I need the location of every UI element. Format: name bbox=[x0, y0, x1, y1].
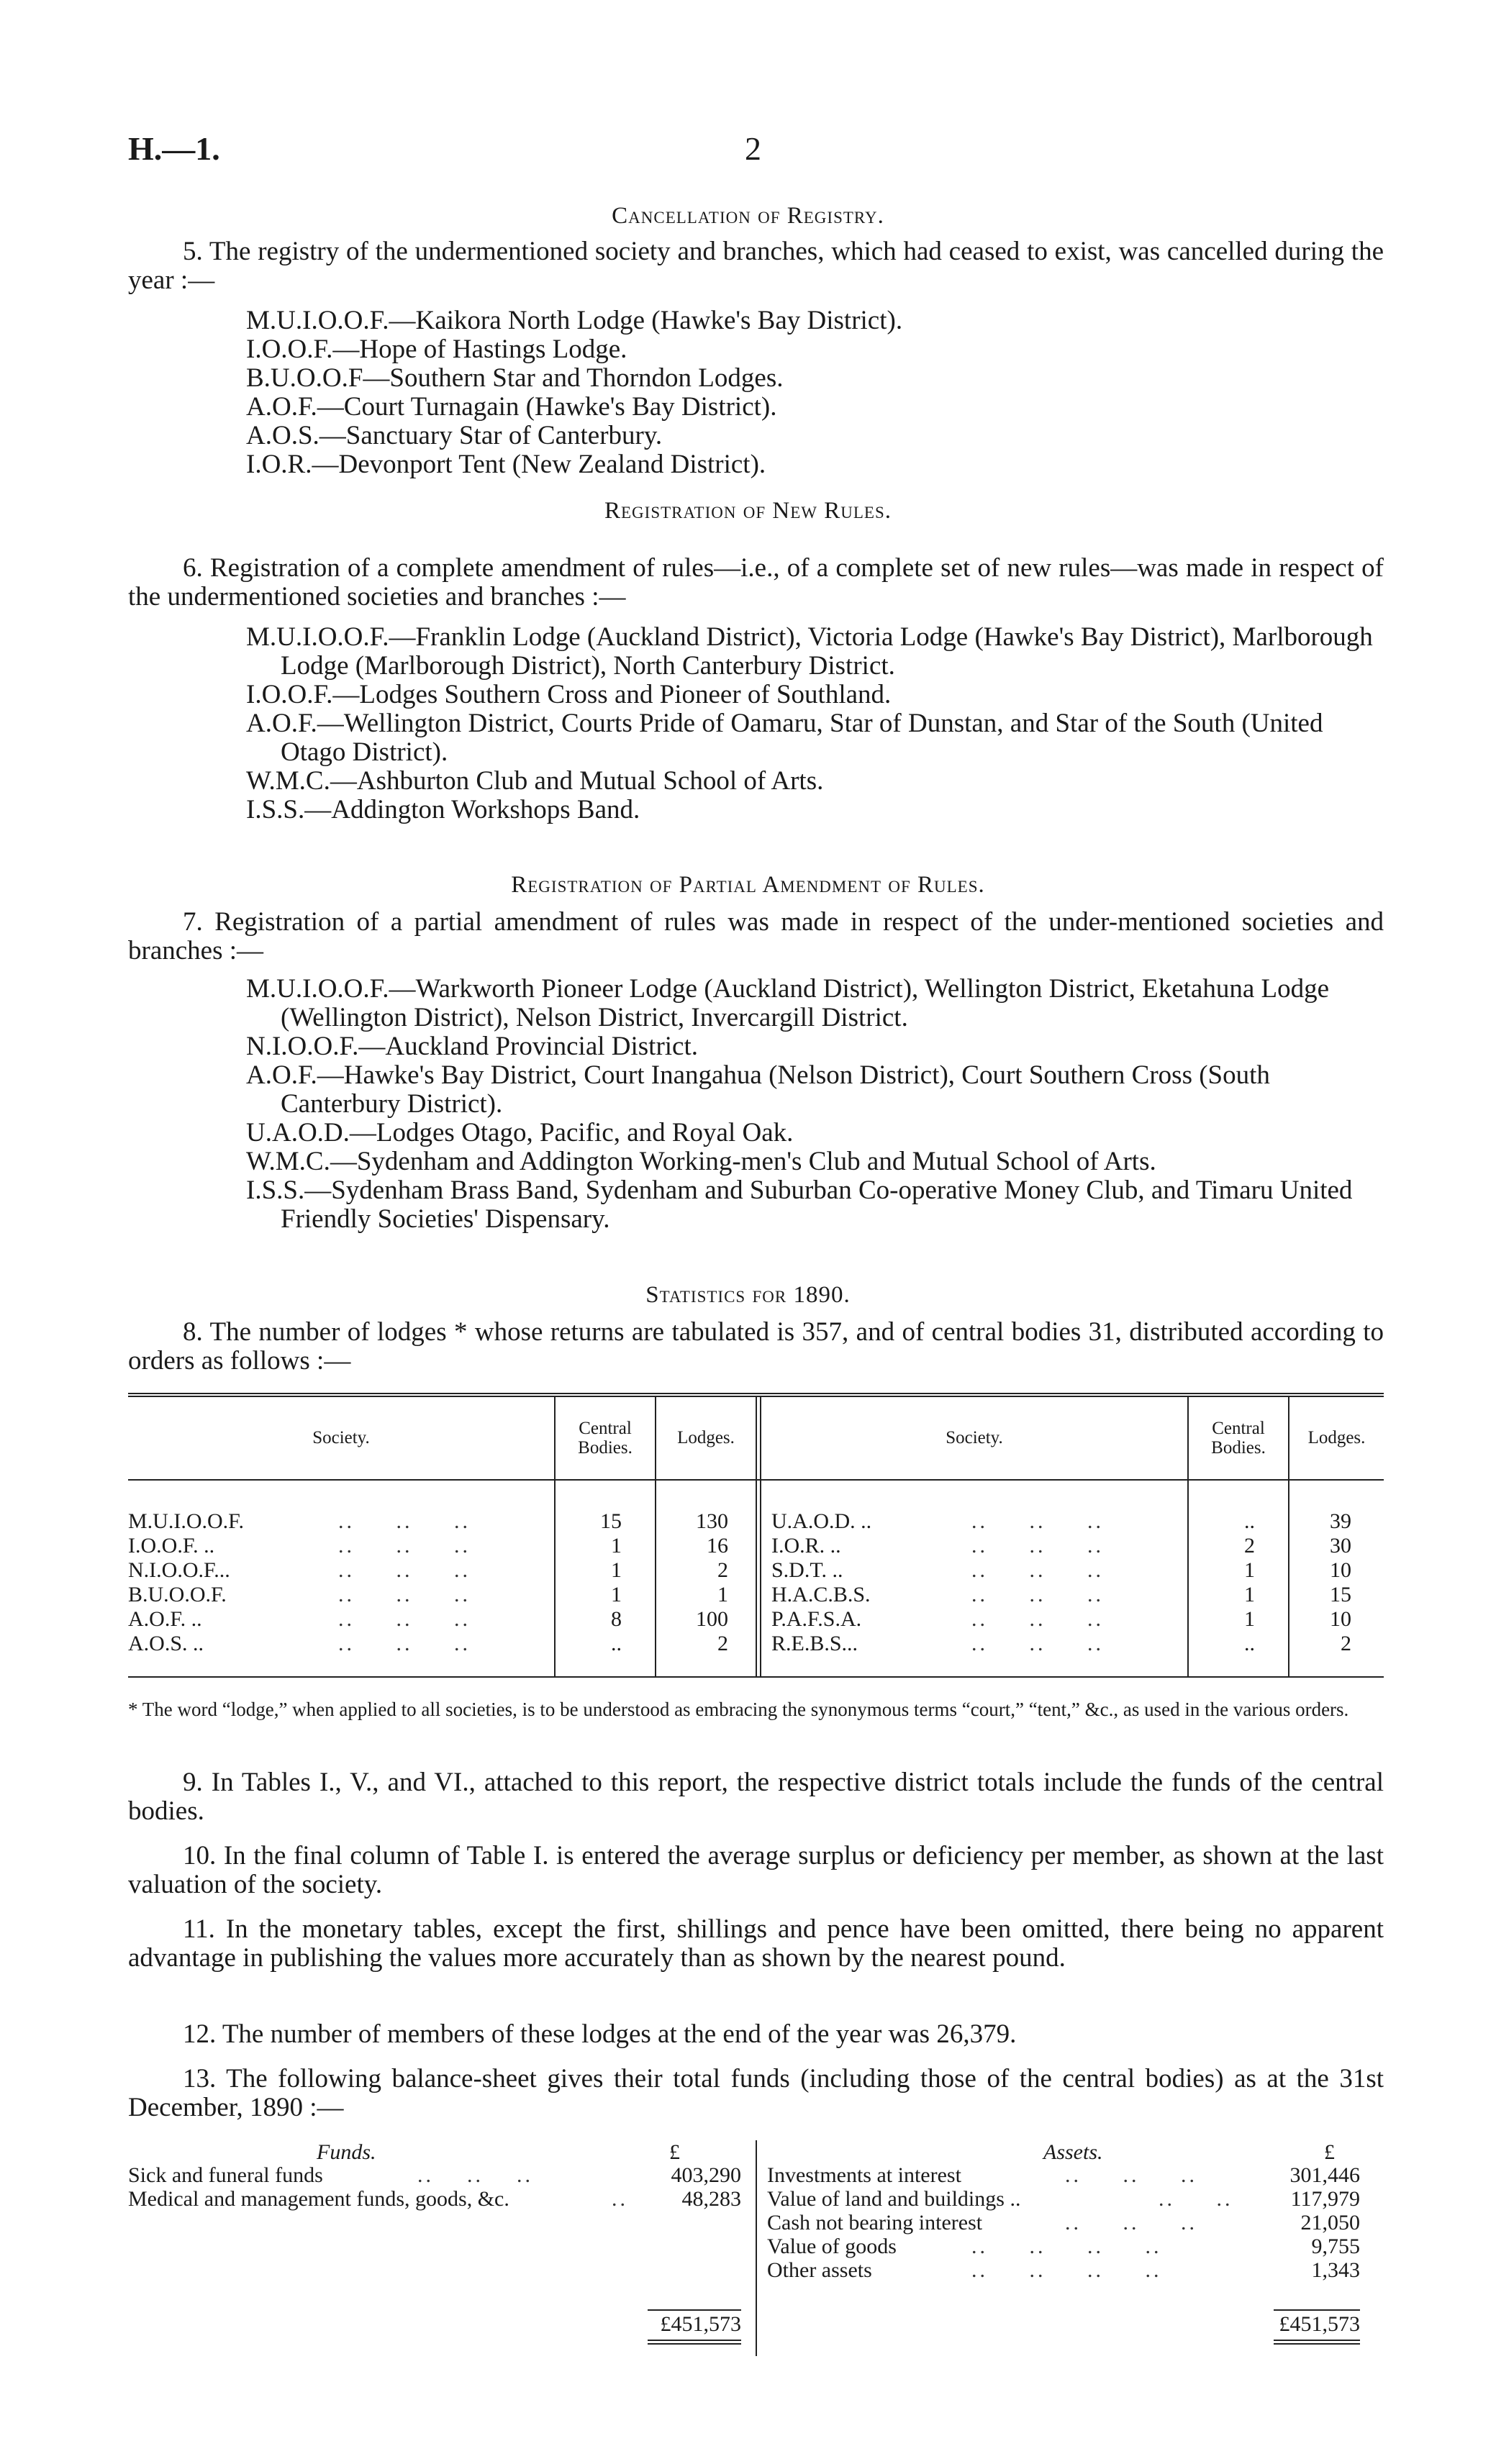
cancellation-heading: Cancellation of Registry. bbox=[612, 203, 884, 229]
list-item: I.S.S.—Addington Workshops Band. bbox=[246, 795, 640, 824]
new-rules-heading: Registration of New Rules. bbox=[604, 498, 892, 524]
paragraph-8: 8. The number of lodges * whose returns are tabulated is 357, and of central bodies 31, distributed according to orders as follows :— bbox=[128, 1317, 1384, 1376]
paragraph-6: 6. Registration of a complete amendment of rules—i.e., of a complete set of new rules—was made in respect of the undermentioned societies and branches :— bbox=[128, 553, 1384, 612]
leader-dots: .. .. .. .. bbox=[971, 2258, 1162, 2282]
paragraph-5: 5. The registry of the undermentioned society and branches, which had ceased to exist, was cancelled during the year :— bbox=[128, 237, 1384, 295]
lodges-value: 16 bbox=[707, 1534, 728, 1558]
partial-rules-list bbox=[128, 975, 1384, 1234]
table-footnote: * The word “lodge,” when applied to all societies, is to be understood as embracing the synonymous terms “court,” “tent,” &c., as used in the various orders. bbox=[128, 1699, 1349, 1720]
list-item: I.O.R.—Devonport Tent (New Zealand District). bbox=[246, 450, 766, 479]
central-bodies-value: 8 bbox=[611, 1607, 622, 1631]
list-item: I.O.O.F.—Lodges Southern Cross and Pioneer of Southland. bbox=[246, 680, 892, 709]
leader-dots: .. .. .. bbox=[417, 2163, 533, 2187]
assets-label: Investments at interest bbox=[767, 2163, 961, 2187]
leader-dots: .. bbox=[612, 2187, 628, 2211]
list-item: N.I.O.O.F.—Auckland Provincial District. bbox=[246, 1032, 699, 1061]
assets-amount: 1,343 bbox=[1311, 2258, 1360, 2282]
lodges-value: 30 bbox=[1330, 1534, 1351, 1558]
central-bodies-value: .. bbox=[1244, 1632, 1255, 1655]
lodges-value: 10 bbox=[1330, 1607, 1351, 1631]
paragraph-13: 13. The following balance-sheet gives their total funds (including those of the central bodies) as at the 31st December, 1890 :— bbox=[128, 2064, 1384, 2122]
society-name: I.O.O.F. .. bbox=[128, 1534, 215, 1558]
leader-dots: .. .. .. bbox=[338, 1632, 471, 1655]
central-bodies-value: 1 bbox=[611, 1534, 622, 1558]
running-head: H.—1. bbox=[128, 130, 220, 167]
leader-dots: .. .. .. bbox=[338, 1509, 471, 1533]
society-name: B.U.O.O.F. bbox=[128, 1583, 227, 1606]
lodges-value: 15 bbox=[1330, 1583, 1351, 1606]
total-double-rule bbox=[1274, 2340, 1360, 2341]
central-bodies-value: 1 bbox=[611, 1558, 622, 1582]
list-item: M.U.I.O.O.F.—Kaikora North Lodge (Hawke's Bay District). bbox=[246, 306, 903, 335]
column-header-lodges: Lodges. bbox=[1307, 1428, 1366, 1447]
central-bodies-value: .. bbox=[1244, 1509, 1255, 1533]
society-name: S.D.T. .. bbox=[771, 1558, 843, 1582]
balance-sheet-divider bbox=[756, 2140, 757, 2356]
list-item: W.M.C.—Sydenham and Addington Working-men's Club and Mutual School of Arts. bbox=[246, 1147, 1156, 1176]
list-item: B.U.O.O.F—Southern Star and Thorndon Lodges. bbox=[246, 363, 784, 393]
leader-dots: .. .. .. bbox=[971, 1607, 1104, 1631]
list-item: A.O.F.—Court Turnagain (Hawke's Bay District). bbox=[246, 392, 777, 422]
total-double-rule bbox=[1274, 2343, 1360, 2345]
assets-amount: 21,050 bbox=[1300, 2211, 1360, 2235]
new-rules-list bbox=[128, 623, 1384, 824]
lodges-value: 2 bbox=[717, 1558, 728, 1582]
lodges-value: 100 bbox=[696, 1607, 728, 1631]
leader-dots: .. .. .. bbox=[971, 1509, 1104, 1533]
column-header-central-bodies: Central Bodies. bbox=[1211, 1419, 1266, 1458]
assets-label: Cash not bearing interest bbox=[767, 2211, 983, 2235]
list-item: A.O.S.—Sanctuary Star of Canterbury. bbox=[246, 421, 663, 450]
central-bodies-value: 2 bbox=[1244, 1534, 1255, 1558]
society-name: M.U.I.O.O.F. bbox=[128, 1509, 244, 1533]
total-rule bbox=[1274, 2309, 1360, 2311]
table-divider bbox=[756, 1396, 757, 1676]
total-double-rule bbox=[648, 2343, 741, 2345]
lodges-value: 10 bbox=[1330, 1558, 1351, 1582]
currency-symbol: £ bbox=[1324, 2140, 1335, 2164]
society-name: P.A.F.S.A. bbox=[771, 1607, 862, 1631]
list-item: I.S.S.—Sydenham Brass Band, Sydenham and Suburban Co-operative Money Club, and Timaru United Friendly Societies' Dispensary. bbox=[246, 1176, 1353, 1234]
society-name: R.E.B.S... bbox=[771, 1632, 858, 1655]
assets-amount: 9,755 bbox=[1311, 2235, 1360, 2258]
column-header-society: Society. bbox=[946, 1428, 1003, 1447]
assets-total: £451,573 bbox=[1279, 2312, 1360, 2336]
leader-dots: .. .. .. bbox=[1065, 2211, 1197, 2235]
lodges-value: 130 bbox=[696, 1509, 728, 1533]
central-bodies-value: .. bbox=[611, 1632, 622, 1655]
leader-dots: .. .. .. bbox=[971, 1558, 1104, 1582]
leader-dots: .. .. bbox=[1159, 2187, 1233, 2211]
paragraph-11: 11. In the monetary tables, except the first, shillings and pence have been omitted, there being no apparent advantage in publishing the values more accurately than as shown by the nearest pound. bbox=[128, 1914, 1384, 1973]
table-rule-bottom bbox=[128, 1676, 1384, 1678]
society-name: H.A.C.B.S. bbox=[771, 1583, 871, 1606]
central-bodies-value: 1 bbox=[1244, 1558, 1255, 1582]
assets-label: Other assets bbox=[767, 2258, 872, 2282]
cancellation-list bbox=[128, 306, 1384, 479]
table-rule-top bbox=[128, 1393, 1384, 1394]
funds-total: £451,573 bbox=[660, 2312, 741, 2336]
list-item: U.A.O.D.—Lodges Otago, Pacific, and Royal Oak. bbox=[246, 1118, 794, 1147]
lodges-value: 2 bbox=[717, 1632, 728, 1655]
funds-amount: 403,290 bbox=[671, 2163, 741, 2187]
lodges-value: 1 bbox=[717, 1583, 728, 1606]
society-name: U.A.O.D. .. bbox=[771, 1509, 872, 1533]
assets-label: Value of goods bbox=[767, 2235, 897, 2258]
funds-label: Medical and management funds, goods, &c. bbox=[128, 2187, 509, 2211]
list-item: M.U.I.O.O.F.—Warkworth Pioneer Lodge (Auckland District), Wellington District, Eketahuna Lodge (Wellington District), Nelson District, Invercargill District. bbox=[246, 974, 1330, 1032]
total-rule bbox=[648, 2309, 741, 2311]
leader-dots: .. .. .. bbox=[971, 1534, 1104, 1558]
society-name: A.O.F. .. bbox=[128, 1607, 202, 1631]
list-item: A.O.F.—Wellington District, Courts Pride of Oamaru, Star of Dunstan, and Star of the South (United Otago District). bbox=[246, 709, 1323, 767]
paragraph-10: 10. In the final column of Table I. is entered the average surplus or deficiency per member, as shown at the last valuation of the society. bbox=[128, 1841, 1384, 1899]
central-bodies-value: 1 bbox=[611, 1583, 622, 1606]
central-bodies-value: 15 bbox=[600, 1509, 622, 1533]
page-number: 2 bbox=[745, 130, 761, 167]
lodges-value: 39 bbox=[1330, 1509, 1351, 1533]
assets-label: Value of land and buildings .. bbox=[767, 2187, 1021, 2211]
society-name: I.O.R. .. bbox=[771, 1534, 841, 1558]
column-header-lodges: Lodges. bbox=[677, 1428, 735, 1447]
currency-symbol: £ bbox=[669, 2140, 680, 2164]
paragraph-7: 7. Registration of a partial amendment of rules was made in respect of the under-mentioned societies and branches :— bbox=[128, 907, 1384, 965]
assets-amount: 301,446 bbox=[1289, 2163, 1360, 2187]
lodges-value: 2 bbox=[1341, 1632, 1351, 1655]
partial-rules-heading: Registration of Partial Amendment of Rules. bbox=[511, 872, 985, 898]
column-header-society: Society. bbox=[312, 1428, 370, 1447]
list-item: A.O.F.—Hawke's Bay District, Court Inangahua (Nelson District), Court Southern Cross (South Canterbury District). bbox=[246, 1060, 1270, 1119]
list-item: I.O.O.F.—Hope of Hastings Lodge. bbox=[246, 335, 627, 364]
column-header-central-bodies: Central Bodies. bbox=[578, 1419, 633, 1458]
leader-dots: .. .. .. bbox=[338, 1534, 471, 1558]
leader-dots: .. .. .. bbox=[338, 1558, 471, 1582]
central-bodies-value: 1 bbox=[1244, 1583, 1255, 1606]
funds-heading: Funds. bbox=[317, 2140, 376, 2164]
assets-heading: Assets. bbox=[1043, 2140, 1103, 2164]
leader-dots: .. .. .. bbox=[971, 1583, 1104, 1606]
central-bodies-value: 1 bbox=[1244, 1607, 1255, 1631]
leader-dots: .. .. .. bbox=[338, 1607, 471, 1631]
funds-label: Sick and funeral funds bbox=[128, 2163, 323, 2187]
leader-dots: .. .. .. bbox=[1065, 2163, 1197, 2187]
list-item: W.M.C.—Ashburton Club and Mutual School of Arts. bbox=[246, 766, 824, 796]
assets-amount: 117,979 bbox=[1290, 2187, 1360, 2211]
paragraph-9: 9. In Tables I., V., and VI., attached to this report, the respective district totals include the funds of the central bodies. bbox=[128, 1768, 1384, 1826]
leader-dots: .. .. .. bbox=[971, 1632, 1104, 1655]
funds-amount: 48,283 bbox=[681, 2187, 741, 2211]
society-name: A.O.S. .. bbox=[128, 1632, 204, 1655]
total-double-rule bbox=[648, 2340, 741, 2341]
leader-dots: .. .. .. bbox=[338, 1583, 471, 1606]
society-name: N.I.O.O.F... bbox=[128, 1558, 230, 1582]
leader-dots: .. .. .. .. bbox=[971, 2235, 1162, 2258]
list-item: M.U.I.O.O.F.—Franklin Lodge (Auckland District), Victoria Lodge (Hawke's Bay District), Marlborough Lodge (Marlborough District), North Canterbury District. bbox=[246, 622, 1373, 681]
paragraph-12: 12. The number of members of these lodges at the end of the year was 26,379. bbox=[183, 2019, 1017, 2049]
statistics-heading: Statistics for 1890. bbox=[645, 1282, 851, 1308]
